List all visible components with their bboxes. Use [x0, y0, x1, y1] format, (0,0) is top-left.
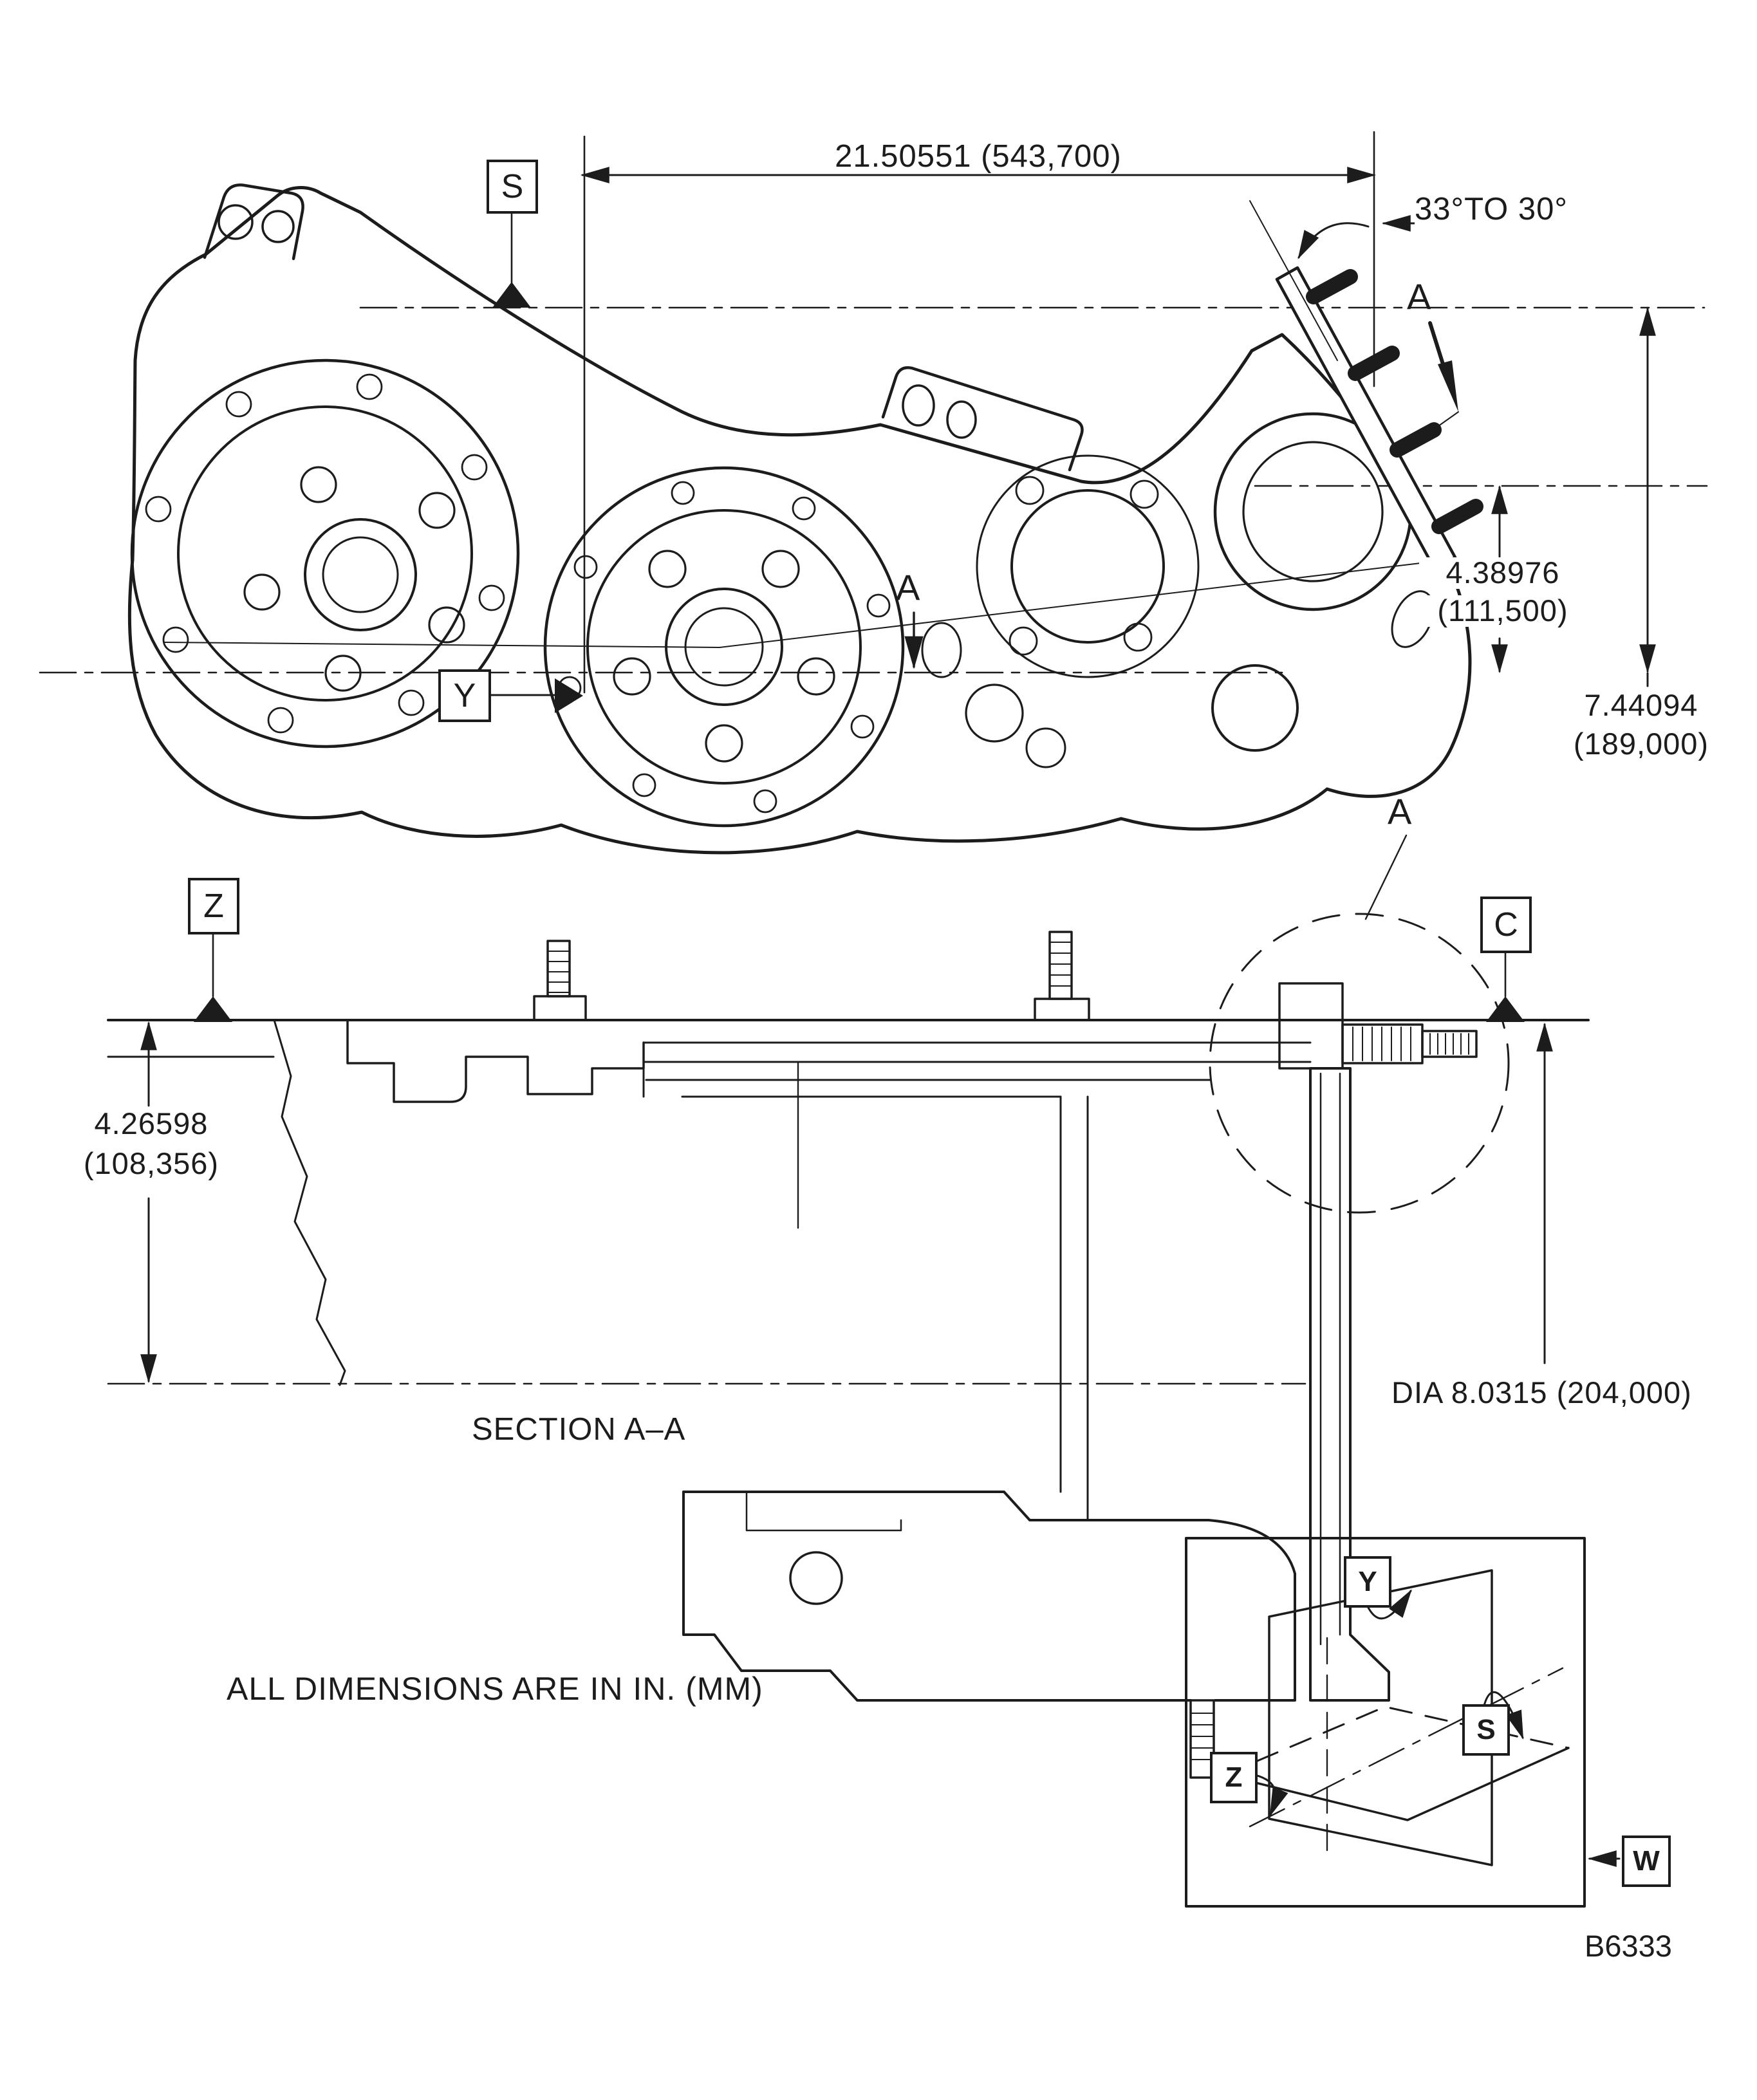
- figure-datum-z-label: Z: [1225, 1761, 1243, 1793]
- bracket-hole: [947, 402, 976, 438]
- section-height-dim-mm: (108,356): [55, 1148, 247, 1180]
- figure-datum-z-box: [1210, 1752, 1258, 1803]
- diameter-dimension-text: DIA 8.0315 (204,000): [1391, 1375, 1692, 1409]
- stud-upper-middle: [1035, 932, 1089, 1020]
- datum-planes-figure: [1186, 1538, 1619, 1906]
- figure-datum-y-label: Y: [1358, 1566, 1377, 1597]
- outer-height-dim-in: 7.44094: [1554, 690, 1728, 721]
- units-note: ALL DIMENSIONS ARE IN IN. (MM): [227, 1671, 763, 1707]
- section-cut-arrow-right-tail: [1397, 412, 1458, 456]
- figure-datum-w-box: [1622, 1835, 1671, 1887]
- datum-z-figure-leader: [1255, 1775, 1276, 1815]
- outer-height-dim-mm: (189,000): [1543, 729, 1739, 760]
- shaft-axis: [1250, 1668, 1563, 1826]
- figure-datum-w-label: W: [1633, 1845, 1660, 1877]
- lower-body: [683, 1492, 1191, 1700]
- section-cut-arrow-right-shaft: [1430, 323, 1444, 368]
- section-view: [108, 835, 1588, 1778]
- datum-z-box: [188, 878, 239, 934]
- datum-c-triangle: [1486, 996, 1525, 1022]
- vertical-support: [1061, 1097, 1088, 1519]
- section-title: SECTION A–A: [472, 1412, 686, 1447]
- lower-body: [683, 1492, 1295, 1700]
- lower-body-step: [747, 1492, 901, 1530]
- section-cut-label-right: A: [1407, 276, 1431, 317]
- section-cut-arrow-right-head: [1438, 360, 1458, 412]
- datum-s-label: S: [501, 168, 524, 205]
- vertical-plane: [1269, 1570, 1492, 1865]
- detail-a-leader: [1366, 835, 1406, 919]
- horizontal-plane-back: [1224, 1707, 1568, 1775]
- figure-datum-s-box: [1462, 1704, 1510, 1756]
- angle-reference-line: [1250, 201, 1337, 360]
- datum-s-triangle: [492, 282, 531, 308]
- section-cut-label-left: A: [896, 567, 920, 608]
- datum-c-label: C: [1494, 906, 1518, 943]
- width-dimension-text: 21.50551 (543,700): [740, 140, 1216, 173]
- crankcase-outline: [129, 188, 1470, 853]
- inner-height-dim-mm: (111,500): [1411, 595, 1595, 627]
- inner-height-dim-in: 4.38976: [1419, 557, 1586, 589]
- datum-c-box: [1480, 897, 1532, 953]
- datum-z-label: Z: [203, 887, 224, 925]
- datum-z-triangle: [194, 996, 232, 1022]
- stud-rail: [1277, 268, 1476, 569]
- horizontal-plane-front: [1224, 1748, 1568, 1820]
- right-covers: [922, 414, 1442, 767]
- bracket-hole: [903, 386, 934, 425]
- datum-s-box: [487, 160, 538, 214]
- angle-dimension-text: 33°TO 30°: [1415, 192, 1568, 227]
- figure-datum-y-box: [1344, 1556, 1391, 1608]
- bolt-hole: [263, 211, 293, 242]
- detail-circle-label: A: [1388, 791, 1412, 832]
- split-line: [720, 561, 1436, 647]
- break-line: [274, 1020, 345, 1385]
- stepped-boss-profile: [348, 1020, 644, 1102]
- datum-y-box: [438, 669, 491, 722]
- section-height-dim-in: 4.26598: [64, 1108, 238, 1140]
- stud-upper-left: [534, 941, 586, 1020]
- datum-y-label: Y: [453, 677, 476, 714]
- figure-code: B6333: [1585, 1929, 1672, 1963]
- lower-body-hole: [790, 1552, 842, 1604]
- angle-arc-arrow: [1299, 223, 1368, 257]
- top-view-crankcase: [40, 132, 1707, 853]
- figure-datum-s-label: S: [1476, 1714, 1496, 1745]
